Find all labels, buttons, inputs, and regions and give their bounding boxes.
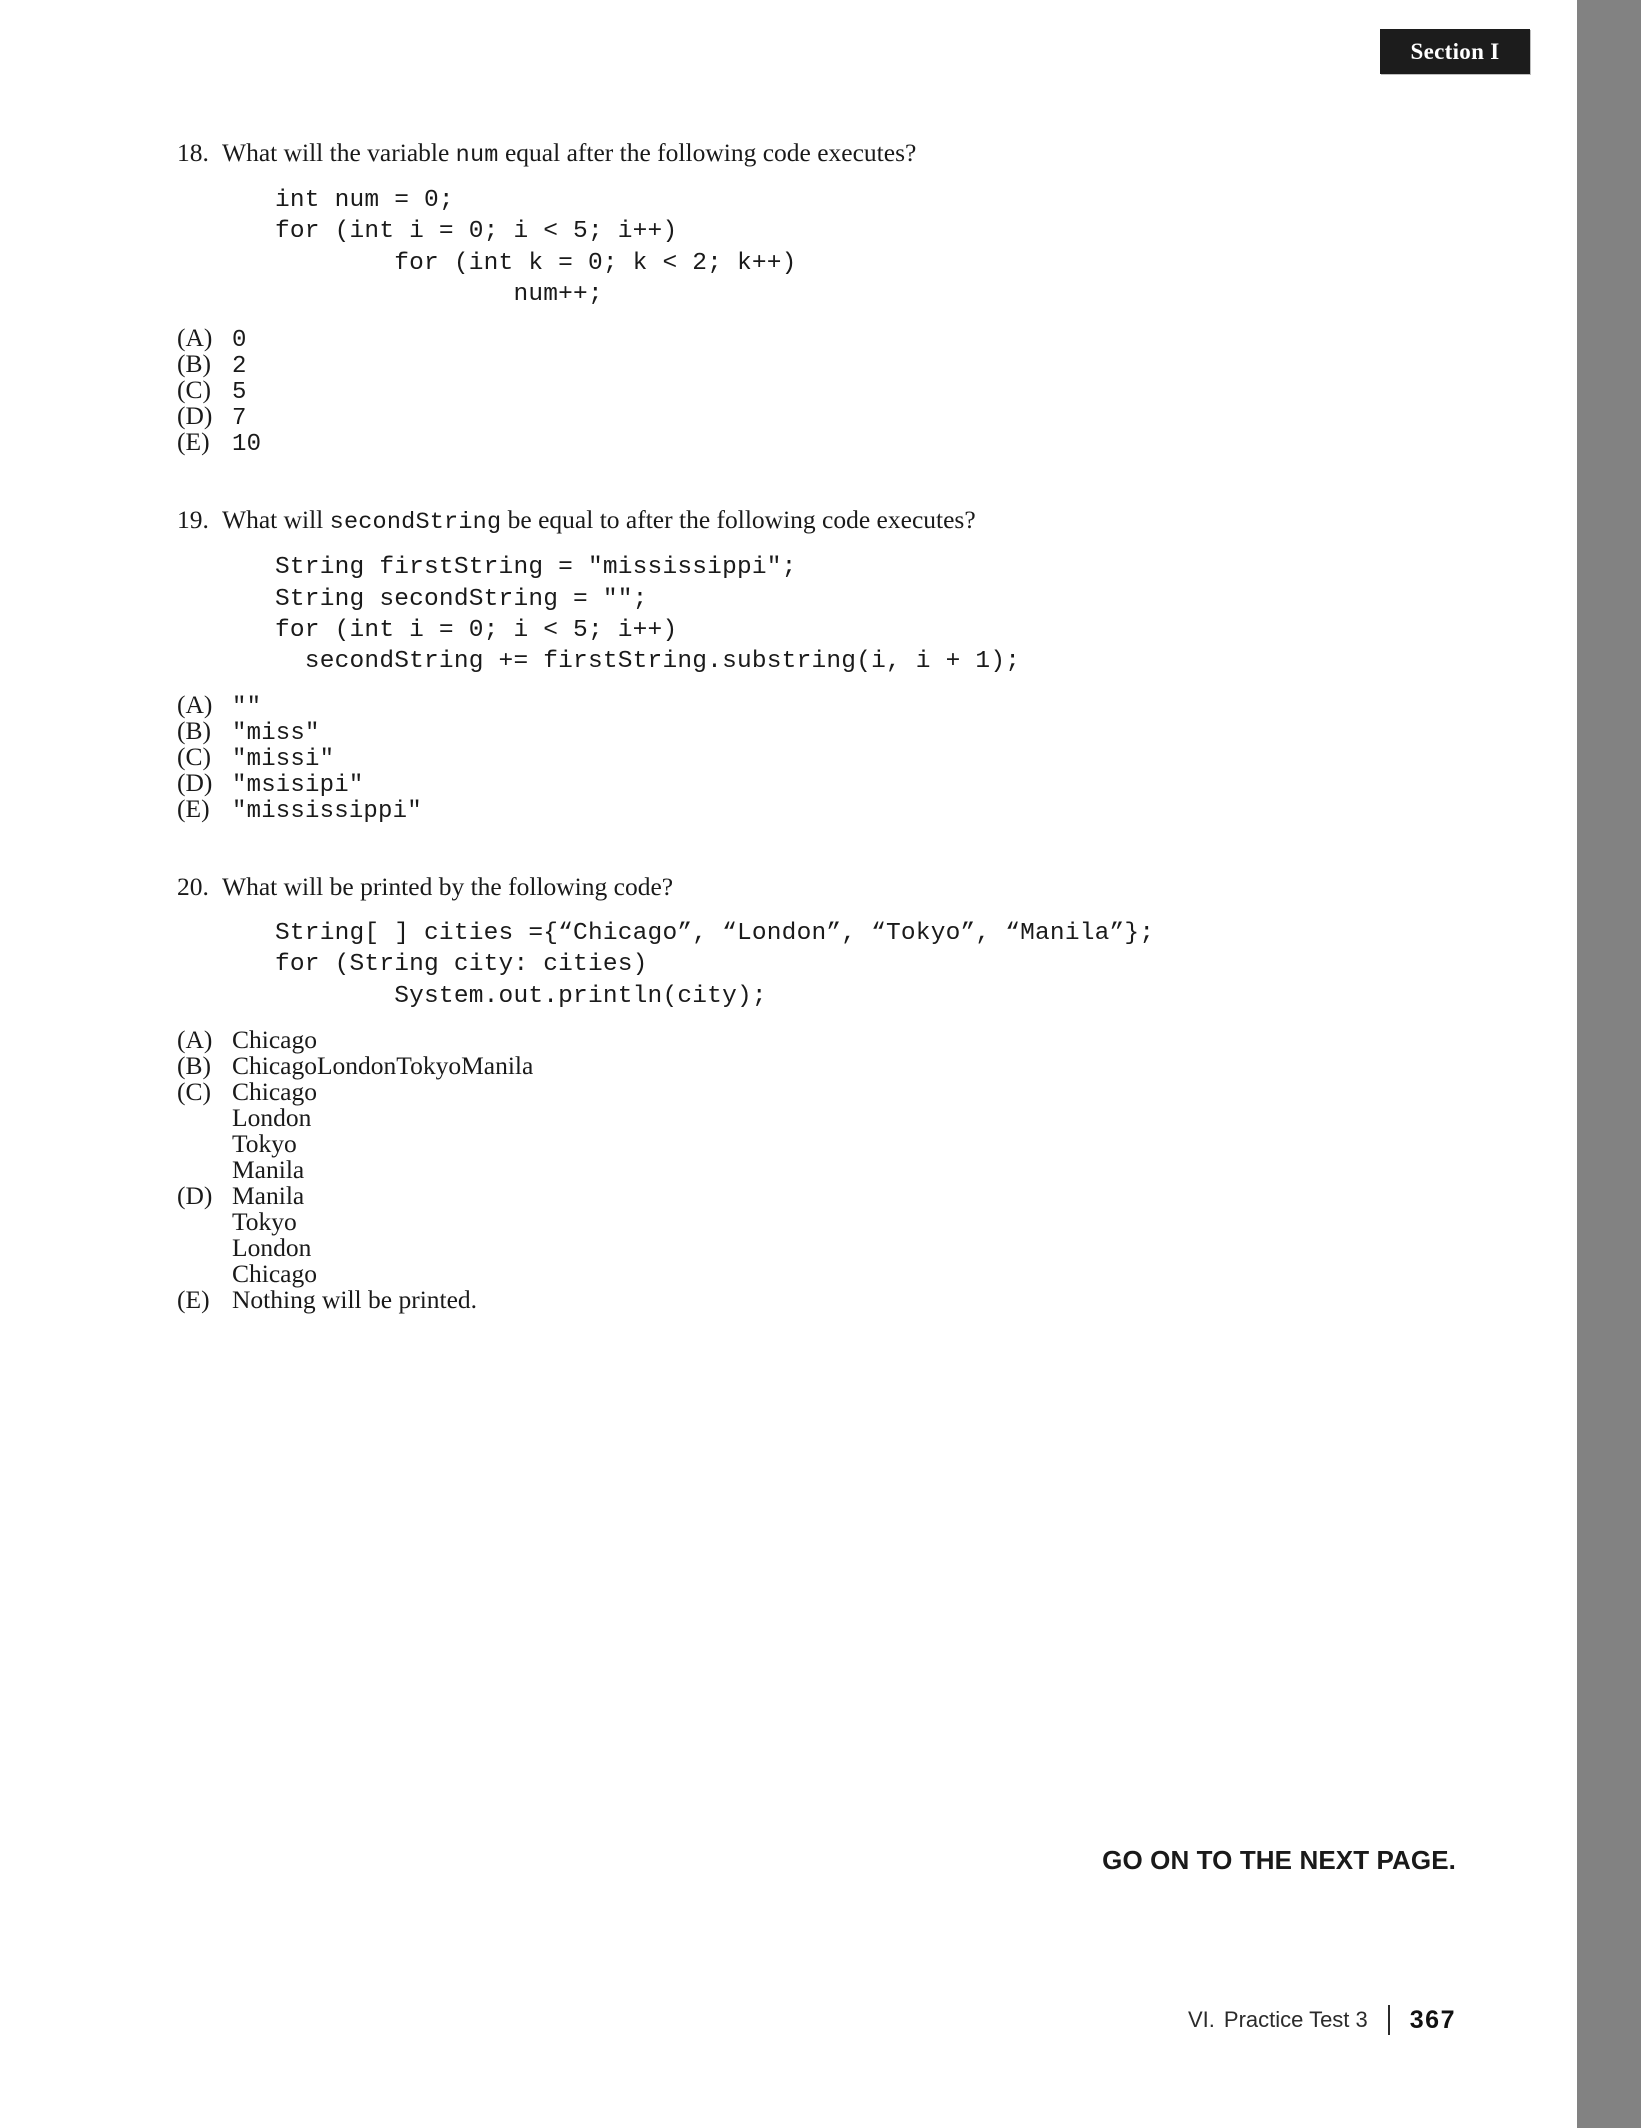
code-line: System.out.println(city); bbox=[275, 982, 767, 1010]
answer-choice[interactable] bbox=[177, 768, 1437, 800]
question-heading bbox=[177, 503, 1437, 538]
answer-choice[interactable] bbox=[177, 1284, 1437, 1314]
answer-choice-text bbox=[232, 773, 363, 799]
answer-choice-text bbox=[232, 1076, 317, 1184]
answer-choice[interactable] bbox=[177, 375, 1437, 407]
answer-choice[interactable] bbox=[177, 794, 1437, 826]
answer-choice-line: "msisipi" bbox=[232, 772, 364, 800]
section-badge: Section I bbox=[1380, 29, 1530, 74]
answer-choice-text bbox=[232, 328, 247, 354]
answer-choice-line: 7 bbox=[232, 405, 247, 433]
code-line: for (int i = 0; i < 5; i++) bbox=[275, 218, 678, 246]
code-block bbox=[275, 188, 1437, 308]
code-line: for (int i = 0; i < 5; i++) bbox=[275, 616, 678, 644]
answer-choice-line: "mississippi" bbox=[232, 798, 422, 826]
answer-choice-text bbox=[232, 1050, 534, 1080]
answer-choice-label: (C) bbox=[177, 742, 211, 772]
answer-choice-line: London bbox=[232, 1102, 312, 1132]
answer-choice-line: Tokyo bbox=[232, 1206, 297, 1236]
code-line: for (String city: cities) bbox=[275, 951, 648, 979]
prompt-text: be equal to after the following code executes? bbox=[501, 505, 976, 535]
code-line: for (int k = 0; k < 2; k++) bbox=[275, 249, 797, 277]
answer-choice-text bbox=[232, 432, 261, 458]
question-prompt bbox=[222, 503, 1437, 538]
inline-code: num bbox=[455, 142, 499, 169]
answer-choice-line: Manila bbox=[232, 1180, 305, 1210]
answer-choice[interactable] bbox=[177, 690, 1437, 722]
answer-choice-label: (D) bbox=[177, 401, 213, 431]
answer-choice-list bbox=[177, 690, 1437, 826]
code-line: String firstString = "mississippi"; bbox=[275, 554, 797, 582]
question-number: 19. bbox=[177, 505, 209, 535]
question-heading bbox=[177, 136, 1437, 171]
answer-choice-line: ChicagoLondonTokyoManila bbox=[232, 1050, 534, 1080]
answer-choice-label: (E) bbox=[177, 1284, 210, 1314]
answer-choice-label: (D) bbox=[177, 1180, 213, 1210]
footer-part-label: Practice Test 3 bbox=[1223, 2007, 1368, 2032]
answer-choice[interactable] bbox=[177, 1024, 1437, 1054]
answer-choice-text bbox=[232, 799, 422, 825]
answer-choice-label: (A) bbox=[177, 323, 213, 353]
question-block bbox=[177, 870, 1437, 1313]
footer-page-number: 367 bbox=[1409, 2005, 1456, 2034]
answer-choice-text bbox=[232, 1284, 478, 1314]
answer-choice-text bbox=[232, 1024, 317, 1054]
answer-choice-text bbox=[232, 747, 334, 773]
answer-choice-line: 5 bbox=[232, 379, 247, 407]
answer-choice[interactable] bbox=[177, 1180, 1437, 1288]
answer-choice-line: London bbox=[232, 1232, 312, 1262]
page-edge-gray-bar bbox=[1577, 0, 1641, 2128]
answer-choice-line: 2 bbox=[232, 353, 247, 381]
prompt-text: What will bbox=[222, 505, 330, 535]
answer-choice-line: Manila bbox=[232, 1154, 305, 1184]
question-content-area bbox=[177, 136, 1437, 1361]
code-line: secondString += firstString.substring(i, i + 1); bbox=[275, 648, 1021, 676]
answer-choice-label: (A) bbox=[177, 690, 213, 720]
answer-choice-label: (C) bbox=[177, 1076, 211, 1106]
answer-choice[interactable] bbox=[177, 323, 1437, 355]
code-block bbox=[275, 921, 1437, 1010]
answer-choice[interactable] bbox=[177, 427, 1437, 459]
answer-choice-label: (C) bbox=[177, 375, 211, 405]
answer-choice[interactable] bbox=[177, 742, 1437, 774]
prompt-text: equal after the following code executes? bbox=[498, 138, 917, 167]
answer-choice-label: (E) bbox=[177, 794, 210, 824]
answer-choice-line: "miss" bbox=[232, 720, 320, 748]
code-block bbox=[275, 555, 1437, 675]
answer-choice-list bbox=[177, 323, 1437, 459]
answer-choice-text bbox=[232, 1180, 317, 1288]
answer-choice-text bbox=[232, 406, 247, 432]
answer-choice-list bbox=[177, 1024, 1437, 1314]
inline-code: secondString bbox=[329, 509, 502, 537]
answer-choice-line: "missi" bbox=[232, 746, 335, 774]
question-number: 18. bbox=[177, 138, 209, 167]
page-footer bbox=[1188, 2005, 1456, 2035]
answer-choice-label: (A) bbox=[177, 1024, 213, 1054]
answer-choice-line: "" bbox=[232, 694, 262, 722]
answer-choice-line: Chicago bbox=[232, 1024, 317, 1054]
answer-choice-text bbox=[232, 354, 247, 380]
question-block bbox=[177, 136, 1437, 459]
answer-choice[interactable] bbox=[177, 349, 1437, 381]
answer-choice-line: 0 bbox=[232, 327, 247, 355]
answer-choice[interactable] bbox=[177, 401, 1437, 433]
answer-choice-label: (E) bbox=[177, 427, 210, 457]
answer-choice-text bbox=[232, 695, 261, 721]
question-prompt bbox=[222, 870, 1437, 904]
question-prompt bbox=[222, 136, 1437, 171]
answer-choice-label: (B) bbox=[177, 349, 211, 379]
answer-choice-label: (D) bbox=[177, 768, 213, 798]
answer-choice-line: Chicago bbox=[232, 1258, 317, 1288]
answer-choice[interactable] bbox=[177, 1050, 1437, 1080]
answer-choice-text bbox=[232, 380, 247, 406]
answer-choice-label: (B) bbox=[177, 1050, 211, 1080]
prompt-text: What will be printed by the following code? bbox=[222, 872, 674, 902]
answer-choice-label: (B) bbox=[177, 716, 211, 746]
question-block bbox=[177, 503, 1437, 826]
answer-choice-line: Nothing will be printed. bbox=[232, 1284, 478, 1314]
code-line: int num = 0; bbox=[275, 187, 454, 215]
footer-part-roman: VI. bbox=[1187, 2007, 1215, 2032]
prompt-text: What will the variable bbox=[222, 138, 456, 167]
code-line: String secondString = ""; bbox=[275, 585, 648, 613]
answer-choice-line: 10 bbox=[232, 431, 262, 459]
question-number: 20. bbox=[177, 872, 209, 902]
answer-choice[interactable] bbox=[177, 716, 1437, 748]
answer-choice-text bbox=[232, 721, 320, 747]
code-line: String[ ] cities ={“Chicago”, “London”, “Tokyo”, “Manila”}; bbox=[275, 920, 1155, 948]
footer-divider-rule bbox=[1388, 2005, 1390, 2035]
answer-choice[interactable] bbox=[177, 1076, 1437, 1184]
answer-choice-line: Chicago bbox=[232, 1076, 317, 1106]
go-on-to-next-page-notice: GO ON TO THE NEXT PAGE. bbox=[1102, 1845, 1456, 1875]
answer-choice-line: Tokyo bbox=[232, 1128, 297, 1158]
code-line: num++; bbox=[275, 280, 603, 308]
question-heading bbox=[177, 870, 1437, 904]
